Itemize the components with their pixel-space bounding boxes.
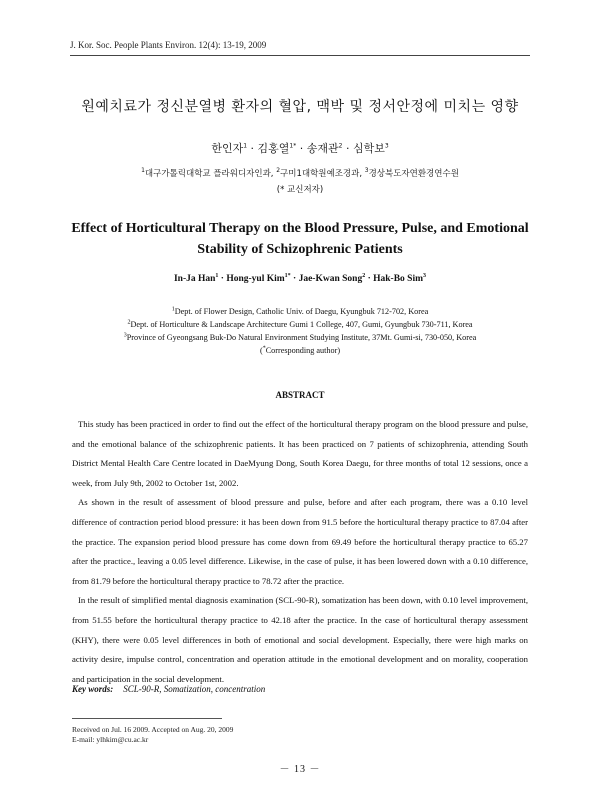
footnote — [72, 725, 233, 745]
english-author: In-Ja Han — [173, 274, 216, 284]
keywords — [72, 684, 265, 694]
abstract-heading: ABSTRACT — [275, 390, 325, 400]
footnote-rule — [72, 718, 222, 719]
page-number: － 13 － — [279, 764, 321, 775]
running-head: J. Kor. Soc. People Plants Environ. 12(4): 13-19, 2009 — [70, 40, 267, 50]
english-author: Hak-Bo Sim — [373, 274, 424, 284]
contact-email: E-mail: ylhkim@cu.ac.kr — [72, 735, 149, 744]
affiliation-line: $^1$Dept. of Flower Design, Catholic Univ. of Daegu, Kyungbuk 712-702, Korea — [171, 306, 429, 316]
english-affiliations — [0, 305, 600, 357]
korean-author: 김홍열 — [257, 142, 290, 155]
korean-authors: 한인자$^1$ · 김홍열$^{1*}$ · 송재관$^2$ · 심학보$^3$ — [211, 142, 389, 155]
english-author: Jae-Kwan Song — [298, 274, 363, 284]
korean-corresponding-note: (* 교신저자) — [276, 185, 324, 195]
korean-author: 송재관 — [306, 142, 339, 155]
korean-title: 원예치료가 정신분열병 환자의 혈압, 맥박 및 정서안정에 미치는 영향 — [81, 99, 519, 115]
korean-author: 한인자 — [211, 142, 244, 155]
keywords-list: SCL-90-R, Somatization, concentration — [123, 684, 266, 694]
korean-affiliations: $^1$대구가톨릭대학교 플라워디자인과, $^2$구미1대학원예조경과, $^3$경상북도자연환경연수원 — [141, 167, 459, 179]
abstract-paragraph: This study has been practiced in order to find out the effect of the horticultural therapy program on the blood pressure and pulse, and the emotional balance of the schizophrenic patients. It has been practiced on 7 patients of schizophrenia, attending South District Mental Health Care Centre located in DaeMyung Dong, South Korea Daegu, for three months of total 12 sessions, once a week, from July 9th, 2002 to October 1st, 2002. — [72, 419, 528, 488]
affiliation-line: $^2$Dept. of Horticulture & Landscape Architecture Gumi 1 College, 407, Gumi, Gyungbuk 730-711, Korea — [127, 319, 473, 329]
corresponding-author-note: (*Corresponding author) — [259, 345, 341, 355]
english-author: Hong-yul Kim — [226, 274, 285, 284]
received-date: Received on Jul. 16 2009. Accepted on Aug. 20, 2009 — [72, 725, 234, 734]
abstract-body — [72, 415, 528, 689]
keywords-label: Key words: — [72, 684, 114, 694]
abstract-paragraph: In the result of simplified mental diagnosis examination (SCL-90-R), somatization has been down, with 0.10 level improvement, from 51.55 before the horticultural therapy practice to 42.18 after the practice. In the case of horticultural therapy assessment (KHY), there were 0.05 level differences in both of emotional and social development. Especially, there were high marks on activity desire, impulse control, concentration and operation attitude in the emotional development and on morality, cooperation and participation in the social development. — [72, 595, 528, 684]
abstract-paragraph: As shown in the result of assessment of blood pressure and pulse, before and after each program, there was a 0.10 level difference of contraction period blood pressure: it has been down from 91.5 before the horticultural therapy practice to 87.04 after the practice. The expansion period blood pressure has come down from 69.49 before the horticultural therapy practice to 65.27 after the practice., leaving a 0.05 level difference. Likewise, in the case of pulse, it has been lowered down with a 0.10 difference, from 81.79 before the horticultural therapy practice to 78.72 after the practice. — [72, 497, 528, 586]
affiliation-line: $^3$Province of Gyeongsang Buk-Do Natural Environment Studying Institute, 37Mt. Gumi-si, 730-050, Korea — [123, 332, 477, 342]
korean-author: 심학보 — [352, 142, 385, 155]
english-title: Effect of Horticultural Therapy on the Blood Pressure, Pulse, and Emotional Stability of Schizophrenic Patients — [71, 221, 529, 257]
header-rule — [70, 55, 530, 56]
english-authors: In-Ja Han$^1$ · Hong-yul Kim$^{1*}$ · Jae-Kwan Song$^2$ · Hak-Bo Sim$^3$ — [173, 272, 427, 284]
